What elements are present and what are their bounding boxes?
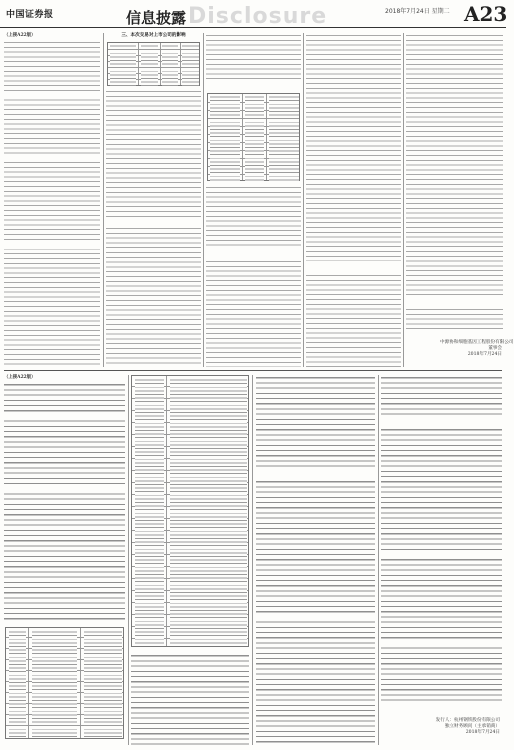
footer-date: 2018年7月24日: [465, 730, 500, 735]
subheading: [4, 413, 125, 419]
data-table: [107, 42, 200, 86]
signature-block: [440, 340, 514, 358]
text-block: [4, 40, 100, 367]
subheading: [256, 613, 375, 619]
continued-label: （上接A22版）: [4, 33, 36, 38]
footer-signature: [390, 718, 500, 736]
column-rule: [303, 33, 304, 367]
dateline: 2018年7月24日 星期二: [385, 8, 450, 15]
text-block: [206, 33, 301, 83]
text-block: [131, 653, 249, 745]
subheading: [306, 265, 401, 271]
text-block: [256, 375, 375, 745]
column-rule: [403, 33, 404, 367]
text-block: [206, 259, 301, 367]
subheading: [381, 641, 502, 647]
article-column: [256, 375, 375, 745]
data-table: [131, 375, 249, 647]
article-column: [4, 375, 125, 745]
data-table: [207, 93, 300, 181]
newspaper-logo: 中国证券报: [6, 10, 54, 20]
section-divider: [4, 370, 502, 371]
continued-label: （上接A22版）: [4, 375, 36, 380]
subheading: [106, 219, 201, 225]
article-column: [206, 33, 301, 367]
table-title: 三、本次交易对上市公司的影响: [106, 33, 201, 40]
column-rule: [378, 375, 379, 745]
signature-date: 2018年7月24日: [467, 352, 502, 357]
issuer-name: 发行人：杭州钢铁股份有限公司: [435, 718, 500, 723]
text-block: [306, 273, 401, 367]
subheading: [4, 155, 100, 161]
article-column: [381, 375, 502, 705]
text-block: [406, 33, 503, 295]
subheading: [381, 553, 502, 559]
subheading: [381, 419, 502, 425]
signature-board: 董事会: [488, 346, 502, 351]
column-rule: [128, 375, 129, 745]
column-rule: [252, 375, 253, 745]
column-rule: [103, 33, 104, 367]
data-table: [5, 627, 124, 739]
text-block: [306, 33, 401, 261]
column-rule: [203, 33, 204, 367]
subheading: [406, 299, 503, 305]
article-column: [131, 375, 249, 745]
subheading: [4, 91, 100, 97]
subheading: [4, 485, 125, 491]
article-column: [4, 33, 100, 367]
text-block: [106, 226, 201, 367]
article-column: [406, 33, 514, 367]
article-column: [306, 33, 401, 367]
section-title: 信息披露: [126, 9, 187, 27]
article-column: [106, 33, 201, 367]
signature-company: 中源协和细胞基因工程股份有限公司: [440, 340, 514, 345]
section-title-en: Disclosure: [188, 4, 328, 29]
page-number: A23: [464, 2, 508, 26]
advisor-name: 独立财务顾问（主承销商）: [444, 724, 500, 729]
text-block: [406, 307, 503, 329]
text-block: [106, 89, 201, 217]
masthead: [0, 0, 506, 28]
subheading: [206, 251, 301, 257]
text-block: [206, 185, 301, 247]
subheading: [4, 243, 100, 249]
subheading: [256, 471, 375, 477]
